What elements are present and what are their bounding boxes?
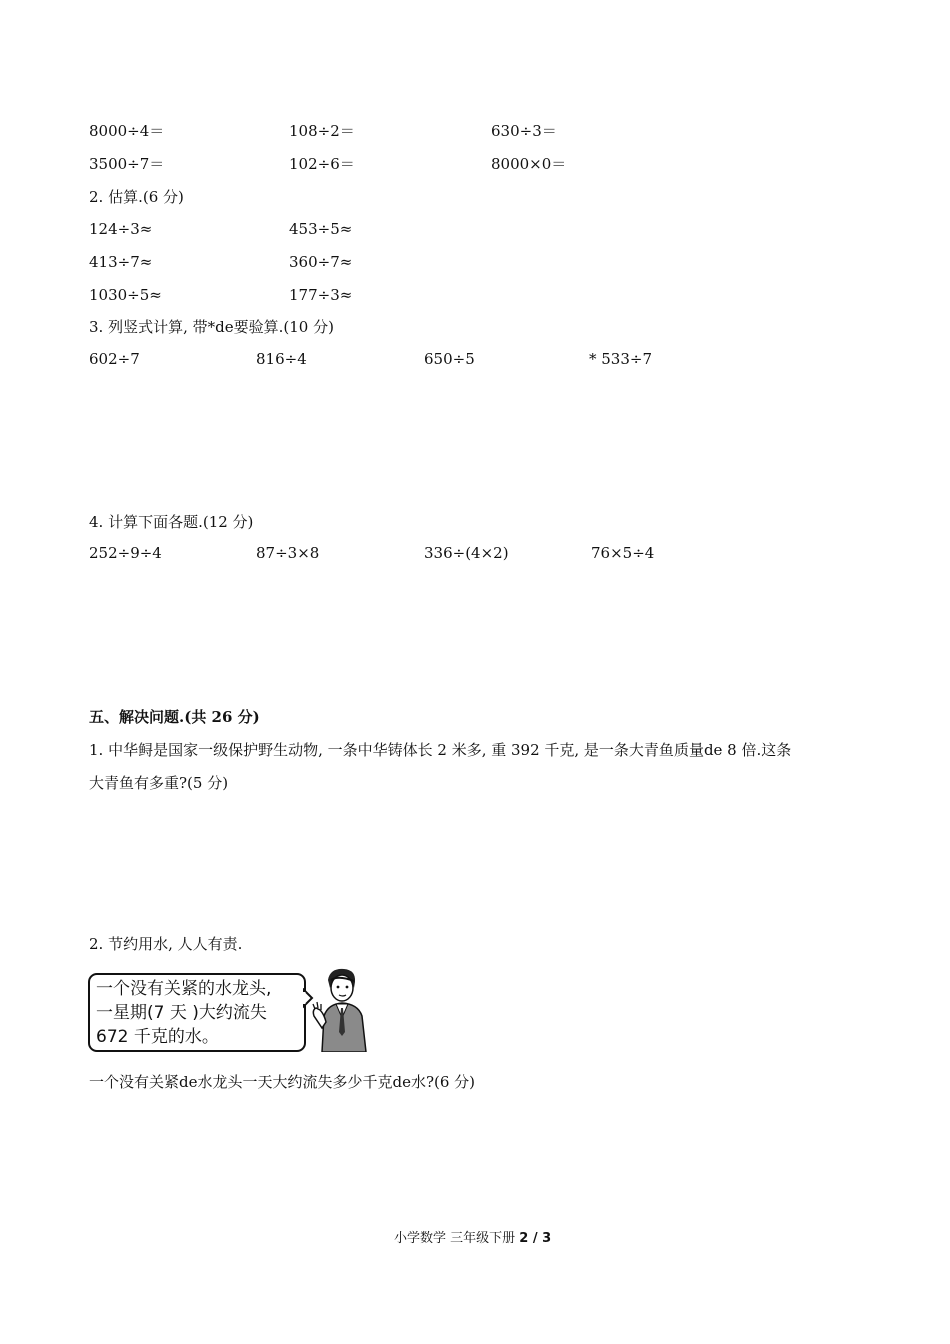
problem-1-line-1: 1. 中华鲟是国家一级保护野生动物, 一条中华铸体长 2 米多, 重 392 千克, 是一条大青鱼质量de 8 倍.这条 — [89, 741, 792, 759]
teacher-illustration-icon — [308, 966, 372, 1052]
section-5-heading: 五、解决问题.(共 26 分) — [89, 708, 260, 726]
q4-heading: 4. 计算下面各题.(12 分) — [89, 513, 254, 531]
q3-item: * 533÷7 — [589, 350, 653, 368]
bubble-line-3: 672 千克的水。 — [96, 1027, 219, 1047]
q3-item: 602÷7 — [89, 350, 140, 368]
q3-item: 816÷4 — [256, 350, 307, 368]
q2-item: 360÷7≈ — [289, 253, 353, 271]
q4-item: 336÷(4×2) — [424, 544, 509, 562]
q4-item: 87÷3×8 — [256, 544, 320, 562]
q2-item: 177÷3≈ — [289, 286, 353, 304]
expr-r2-3: 8000×0＝ — [491, 155, 567, 173]
q4-item: 252÷9÷4 — [89, 544, 162, 562]
page-number: 2 / 3 — [519, 1231, 552, 1246]
q2-heading: 2. 估算.(6 分) — [89, 188, 184, 206]
bubble-line-1: 一个没有关紧的水龙头, — [96, 979, 272, 999]
speech-bubble — [88, 973, 306, 1052]
page-footer — [394, 1229, 551, 1249]
problem-1-line-2: 大青鱼有多重?(5 分) — [89, 774, 229, 792]
footer-subject: 小学数学 三年级下册 — [394, 1231, 516, 1246]
q4-item: 76×5÷4 — [591, 544, 655, 562]
expr-r1-1: 8000÷4＝ — [89, 122, 165, 140]
problem-2-question: 一个没有关紧de水龙头一天大约流失多少千克de水?(6 分) — [89, 1073, 476, 1091]
expr-r1-2: 108÷2＝ — [289, 122, 355, 140]
expr-r2-1: 3500÷7＝ — [89, 155, 165, 173]
q2-item: 413÷7≈ — [89, 253, 153, 271]
q3-heading: 3. 列竖式计算, 带*de要验算.(10 分) — [89, 318, 334, 336]
q3-item: 650÷5 — [424, 350, 475, 368]
problem-2-heading: 2. 节约用水, 人人有责. — [89, 935, 243, 953]
q2-item: 124÷3≈ — [89, 220, 153, 238]
bubble-line-2: 一星期(7 天 )大约流失 — [96, 1003, 267, 1023]
expr-r2-2: 102÷6＝ — [289, 155, 355, 173]
expr-r1-3: 630÷3＝ — [491, 122, 557, 140]
q2-item: 453÷5≈ — [289, 220, 353, 238]
q2-item: 1030÷5≈ — [89, 286, 162, 304]
